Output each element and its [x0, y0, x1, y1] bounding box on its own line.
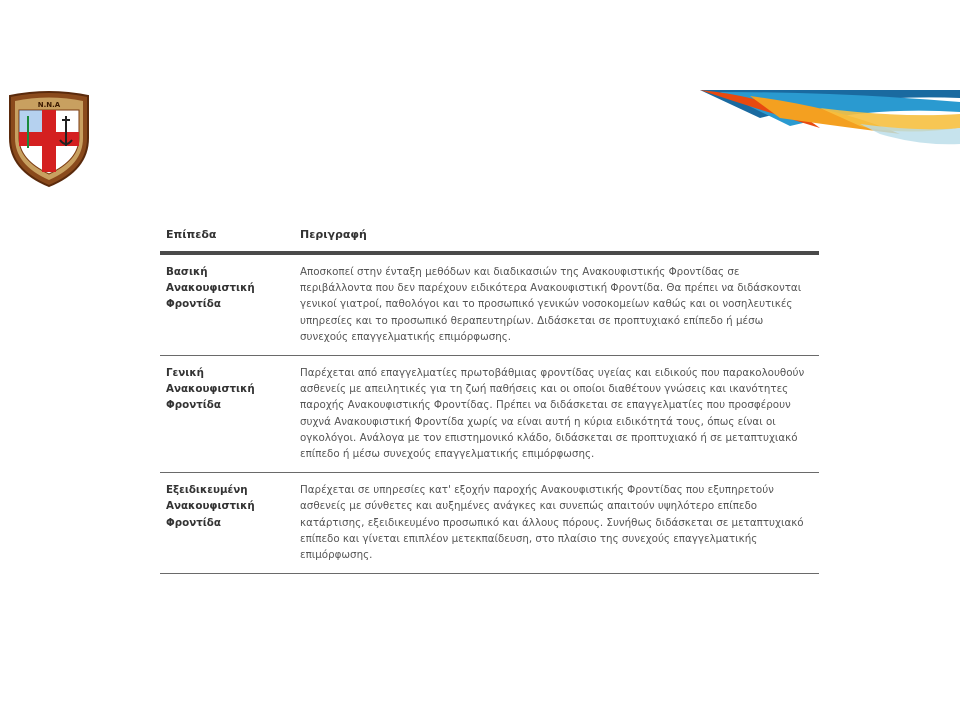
level-cell — [160, 356, 294, 473]
table-row — [160, 356, 819, 473]
table-header-row — [160, 222, 819, 253]
logo-text: N.N.A — [37, 101, 61, 109]
decorative-swoosh — [700, 88, 960, 148]
level-line: Ανακουφιστική — [166, 383, 255, 396]
header-description: Περιγραφή — [294, 222, 819, 253]
level-line: Εξειδικευμένη — [166, 484, 248, 497]
level-line: Ανακουφιστική — [166, 282, 255, 295]
description-cell: Αποσκοπεί στην ένταξη μεθόδων και διαδικασιών της Ανακουφιστικής Φροντίδας σε περιβάλλοντα που δεν παρέχουν ειδικότερα Ανακουφιστική Φροντίδα. Θα πρέπει να διδάσκονται γενικοί γιατροί, παθολόγοι και το προσωπικό γενικών νοσοκομείων καθώς και οι νοσηλευτικές υπηρεσίες και το προσωπικό θεραπευτηρίων. Διδάσκεται σε προπτυχιακό επίπεδο ή μέσω συνεχούς επαγγελματικής επιμόρφωσης. — [294, 253, 819, 356]
level-line: Φροντίδα — [166, 516, 221, 529]
level-cell — [160, 253, 294, 356]
description-cell: Παρέχεται σε υπηρεσίες κατ' εξοχήν παροχής Ανακουφιστικής Φροντίδας που εξυπηρετούν ασθενείς με σύνθετες και αυξημένες ανάγκες και συνεπώς απαιτούν υψηλότερο επίπεδο κατάρτισης, εξειδικευμένο προσωπικό και άλλους πόρους. Συνήθως διδάσκεται σε μεταπτυχιακό επίπεδο και γίνεται επιπλέον μετεκπαίδευση, στο πλαίσιο της συνεχούς επαγγελματικής επιμόρφωσης. — [294, 473, 819, 574]
level-cell — [160, 473, 294, 574]
header-levels: Επίπεδα — [160, 222, 294, 253]
level-line: Γενική — [166, 367, 204, 380]
description-cell: Παρέχεται από επαγγελματίες πρωτοβάθμιας φροντίδας υγείας και ειδικούς που παρακολουθούν ασθενείς με απειλητικές για τη ζωή παθήσεις και οι οποίοι διαθέτουν γνώσεις και ικανότητες παροχής Ανακουφιστικής Φροντίδας. Πρέπει να διδάσκεται σε επαγγελματίες που προσφέρουν συχνά Ανακουφιστική Φροντίδα χωρίς να είναι αυτή η κύρια ειδικότητά τους, όπως είναι οι ογκολόγοι. Ανάλογα με τον επιστημονικό κλάδο, διδάσκεται σε προπτυχιακό ή σε μεταπτυχιακό επίπεδο ή μέσω συνεχούς επαγγελματικής επιμόρφωσης. — [294, 356, 819, 473]
table-row — [160, 473, 819, 574]
level-line: Ανακουφιστική — [166, 500, 255, 513]
level-line: Βασική — [166, 266, 208, 278]
table-row — [160, 253, 819, 356]
level-line: Φροντίδα — [166, 399, 221, 412]
levels-table-container — [160, 222, 819, 574]
logo-crest — [6, 90, 92, 188]
palliative-care-levels-table — [160, 222, 819, 574]
level-line: Φροντίδα — [166, 298, 221, 311]
